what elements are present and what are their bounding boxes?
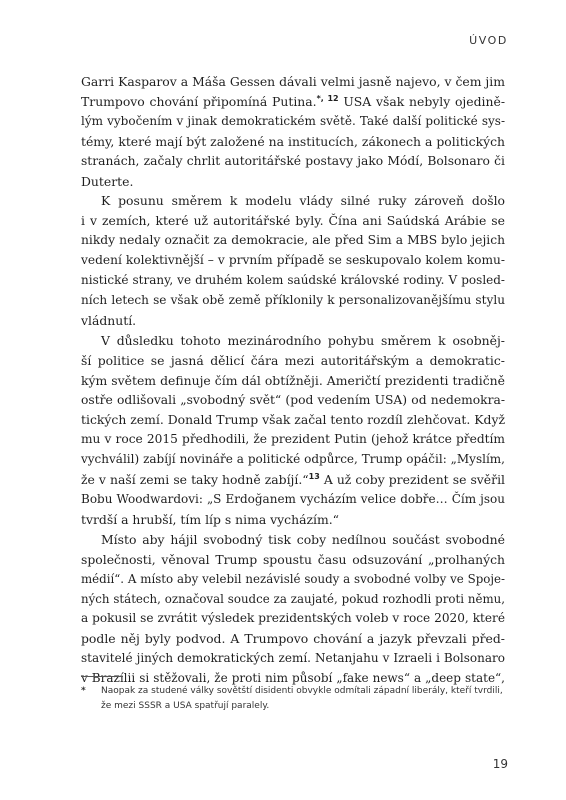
text-line: kým světem definuje čím dál obtížněji. Američtí prezidenti tradičně [81, 372, 505, 388]
text-line: Garri Kasparov a Máša Gessen dávali velmi jasně najevo, v čem jim [81, 74, 505, 89]
text-line: i v zemích, které už autoritářské byly. Čína ani Saúdská Arábie se [81, 213, 505, 229]
text-line: Duterte. [81, 173, 134, 189]
footnote [81, 684, 505, 713]
footnote-text [101, 684, 505, 713]
text-line: mu v roce 2015 předhodili, že prezident Putin (jehož krátce předtím [81, 432, 505, 447]
text-line [81, 470, 505, 490]
text-line: nistické strany, ve druhém kolem saúdské královské rodiny. V posled- [81, 273, 505, 288]
text-line: v Brazílii si stěžovali, že proti nim působí „fake news“ a „deep state“, [81, 671, 505, 686]
body-text [81, 72, 505, 689]
footnote-mark: * [81, 686, 86, 696]
paragraph-1 [81, 72, 505, 191]
text-line: ostře odlišovali „svobodný svět“ (pod vedením USA) od nedemokra- [81, 392, 505, 407]
text-line: lým vybočením v jinak demokratickém světě. Také další politické sys- [81, 113, 505, 128]
text-line: témy, které mají být založené na institucích, zákonech a politických [81, 133, 505, 149]
footnote-ref[interactable]: 13 [308, 472, 320, 482]
text-line: V důsledku tohoto mezinárodního pohybu směrem k osobněj- [101, 332, 505, 348]
text-line: společnosti, věnoval Trump spoustu času odsuzování „prolhaných [81, 551, 505, 567]
text-line: stranách, začaly chrlit autoritářské postavy jako Módí, Bolsonaro či [81, 153, 505, 168]
text-line: ší politice se jasná dělicí čára mezi autoritářským a demokratic- [81, 352, 505, 368]
text-run: A už coby prezident se svěřil [319, 472, 505, 488]
running-head: ÚVOD [469, 34, 508, 47]
text-line: nikdy nedaly označit za demokracie, ale před Sim a MBS bylo jejich [81, 233, 505, 248]
text-line: vychválil) zabíjí novináře a politické odpůrce, Trump opáčil: „Myslím, [81, 452, 505, 467]
paragraph-4 [81, 530, 505, 689]
text-line [81, 92, 505, 112]
footnote-ref[interactable]: *, 12 [316, 93, 339, 103]
text-line: stavitelé jiných demokratických zemí. Netanjahu v Izraeli i Bolsonaro [81, 651, 505, 666]
text-line: Místo aby hájil svobodný tisk coby nedílnou součást svobodné [101, 531, 505, 547]
text-run: že v naší zemi se taky hodně zabíjí.“ [81, 472, 309, 488]
text-line: Bobu Woodwardovi: „S Erdoğanem vycházím velice dobře… Čím jsou [81, 492, 505, 507]
text-line: K posunu směrem k modelu vlády silné ruky zároveň došlo [101, 193, 505, 209]
page-number: 19 [492, 757, 508, 771]
text-line: tických zemí. Donald Trump však začal tento rozdíl zlehčovat. Když [81, 412, 505, 428]
footnote-line: Naopak za studené války sovětští disidenti obvykle odmítali západní liberály, kteří tvrdili, [101, 686, 503, 696]
text-line: vládnutí. [81, 312, 137, 328]
text-line: ných státech, označoval soudce za zaujaté, pokud rozhodli proti němu, [81, 591, 505, 606]
footnote-rule [81, 676, 123, 677]
footnote-line: že mezi SSSR a USA spatřují paralely. [101, 700, 270, 711]
paragraph-3 [81, 331, 505, 530]
text-line: ních letech se však obě země příklonily k personalizovanějšímu stylu [81, 292, 505, 307]
paragraph-2 [81, 191, 505, 330]
text-line: podle něj byly podvod. A Trumpovo chování a jazyk převzali před- [81, 631, 505, 647]
text-line: tvrdší a hrubší, tím líp s nima vycházím.“ [81, 511, 339, 527]
text-line: médií“. A místo aby velebil nezávislé soudy a svobodné volby ve Spoje- [81, 571, 505, 586]
text-line: a pokusil se zvrátit výsledek prezidentských voleb v roce 2020, které [81, 611, 505, 626]
text-run: USA však nebyly ojedině- [338, 93, 506, 109]
text-run: Trumpovo chování připomíná Putina. [81, 93, 317, 109]
text-line: vedení kolektivnější – v prvním případě se seskupovalo kolem komu- [81, 253, 505, 268]
